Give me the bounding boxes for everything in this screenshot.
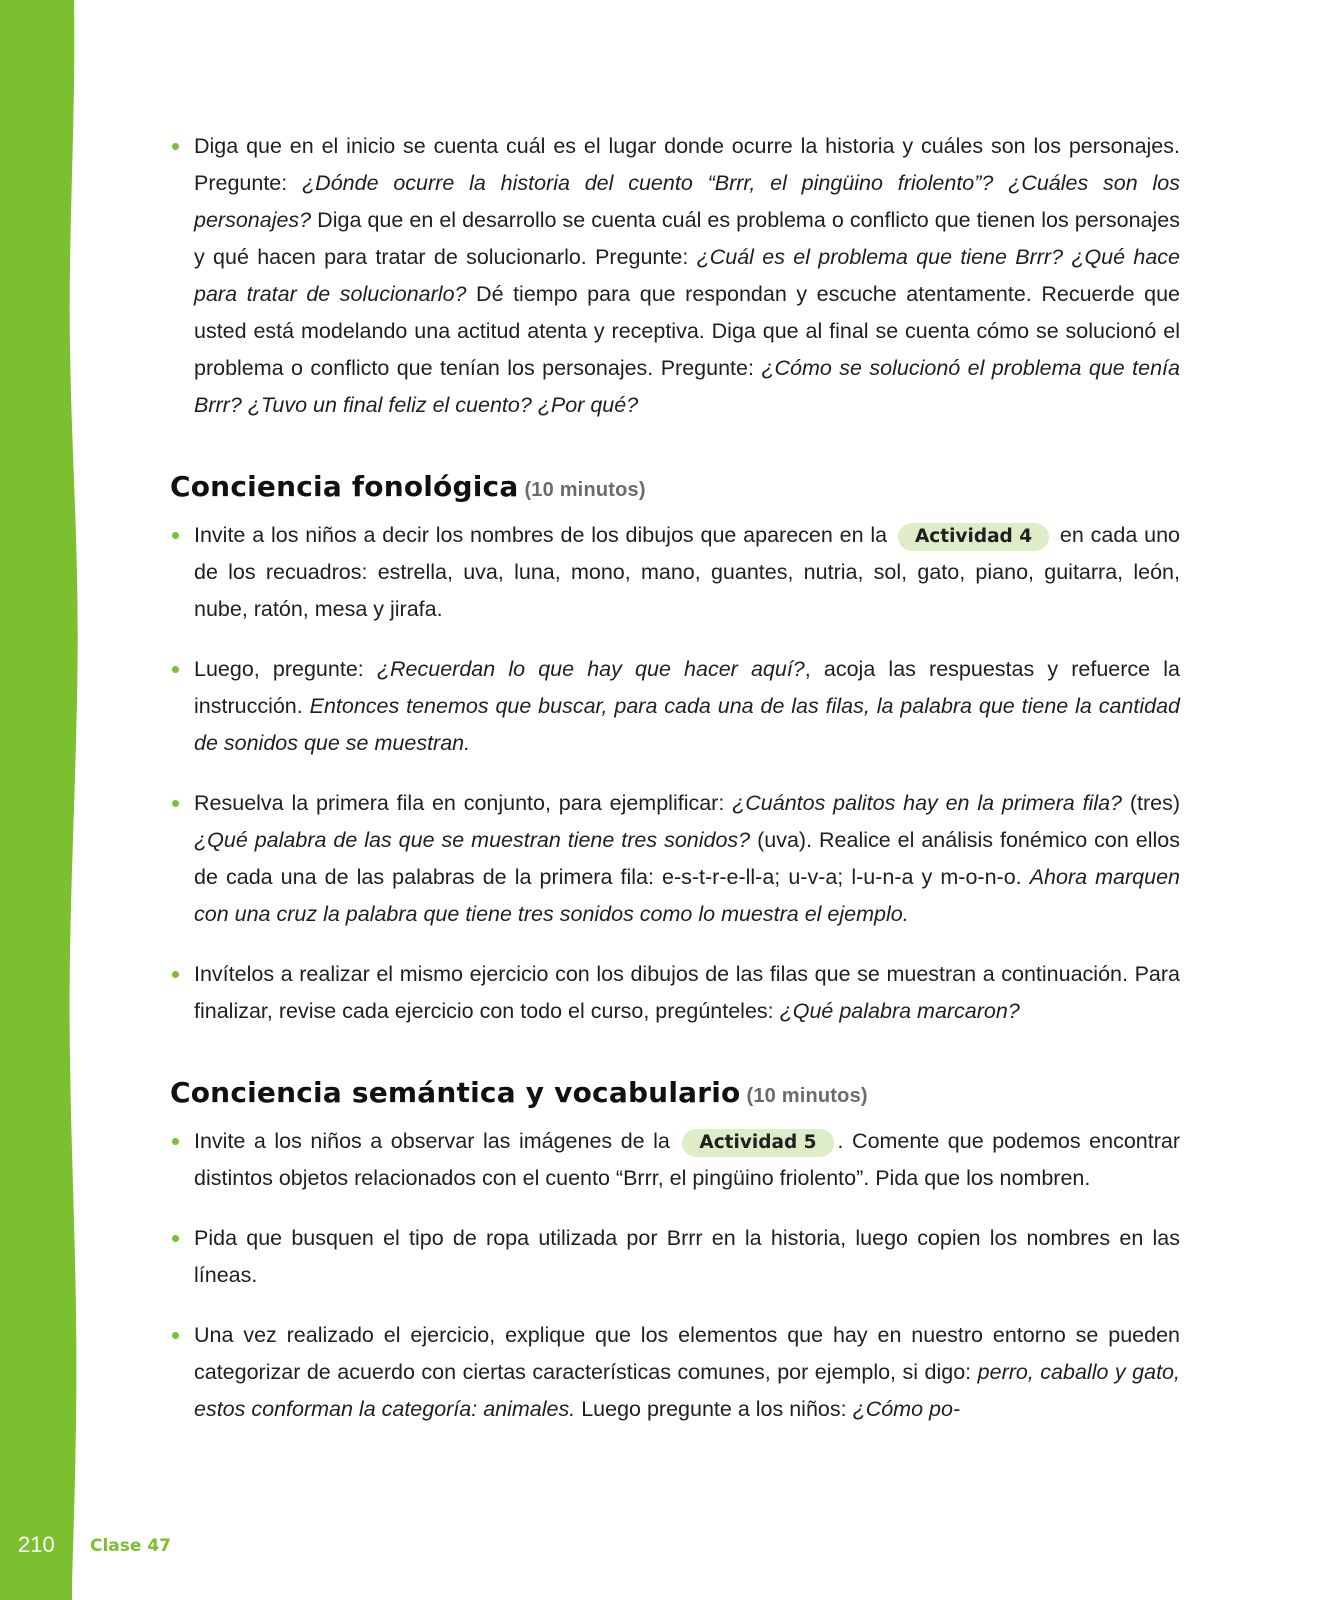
list-item: Luego, pregunte: ¿Recuerdan lo que hay que hacer aquí?, acoja las respuestas y refuerce la instrucción. Entonces tenemos que buscar, para cada una de las filas, la palabra que tiene la cantidad de sonidos que se muestran. xyxy=(170,651,1180,762)
side-color-band xyxy=(0,0,90,1600)
fonologica-bullet-list xyxy=(170,517,1180,1030)
list-item: Una vez realizado el ejercicio, explique que los elementos que hay en nuestro entorno se pueden categorizar de acuerdo con ciertas características comunes, por ejemplo, si digo: perro, caballo y gato, estos conforman la categoría: animales. Luego pregunte a los niños: ¿Cómo po- xyxy=(170,1317,1180,1428)
list-item: Pida que busquen el tipo de ropa utilizada por Brrr en la historia, luego copien los nombres en las líneas. xyxy=(170,1220,1180,1294)
class-label: Clase 47 xyxy=(90,1536,171,1556)
list-item: Invítelos a realizar el mismo ejercicio con los dibujos de las filas que se muestran a continuación. Para finalizar, revise cada ejercicio con todo el curso, pregúnteles: ¿Qué palabra marcaron? xyxy=(170,956,1180,1030)
activity-badge: Actividad 5 xyxy=(682,1129,833,1157)
section-heading-fonologica: Conciencia fonológica (10 minutos) xyxy=(170,470,646,503)
page-number: 210 xyxy=(18,1532,55,1557)
list-item: Diga que en el inicio se cuenta cuál es el lugar donde ocurre la historia y cuáles son los personajes. Pregunte: ¿Dónde ocurre la historia del cuento “Brrr, el pingüino friolento”? ¿Cuáles son los personajes? Diga que en el desarrollo se cuenta cuál es problema o conflicto que tienen los personajes y qué hacen para tratar de solucionarlo. Pregunte: ¿Cuál es el problema que tiene Brrr? ¿Qué hace para tratar de solucionarlo? Dé tiempo para que respondan y escuche atentamente. Recuerde que usted está modelando una actitud atenta y receptiva. Diga que al final se cuenta cómo se solucionó el problema o conflicto que tenían los personajes. Pregunte: ¿Cómo se solucionó el problema que tenía Brrr? ¿Tuvo un final feliz el cuento? ¿Por qué? xyxy=(170,128,1180,424)
list-item: Invite a los niños a decir los nombres de los dibujos que aparecen en la Actividad 4 en cada uno de los recuadros: estrella, uva, luna, mono, mano, guantes, nutria, sol, gato, piano, guitarra, león, nube, ratón, mesa y jirafa. xyxy=(170,517,1180,628)
list-item: Invite a los niños a observar las imágenes de la Actividad 5 . Comente que podemos encontrar distintos objetos relacionados con el cuento “Brrr, el pingüino friolento”. Pida que los nombren. xyxy=(170,1123,1180,1197)
intro-bullet-list xyxy=(170,128,1180,424)
activity-badge: Actividad 4 xyxy=(898,523,1049,551)
section-heading-semantica: Conciencia semántica y vocabulario (10 minutos) xyxy=(170,1076,868,1109)
list-item: Resuelva la primera fila en conjunto, para ejemplificar: ¿Cuántos palitos hay en la primera fila? (tres) ¿Qué palabra de las que se muestran tiene tres sonidos? (uva). Realice el análisis fonémico con ellos de cada una de las palabras de la primera fila: e-s-t-r-e-ll-a; u-v-a; l-u-n-a y m-o-n-o. Ahora marquen con una cruz la palabra que tiene tres sonidos como lo muestra el ejemplo. xyxy=(170,785,1180,933)
section-duration: (10 minutos) xyxy=(746,1085,868,1107)
section-duration: (10 minutos) xyxy=(524,479,646,501)
main-content xyxy=(170,128,1180,1451)
semantica-bullet-list xyxy=(170,1123,1180,1428)
